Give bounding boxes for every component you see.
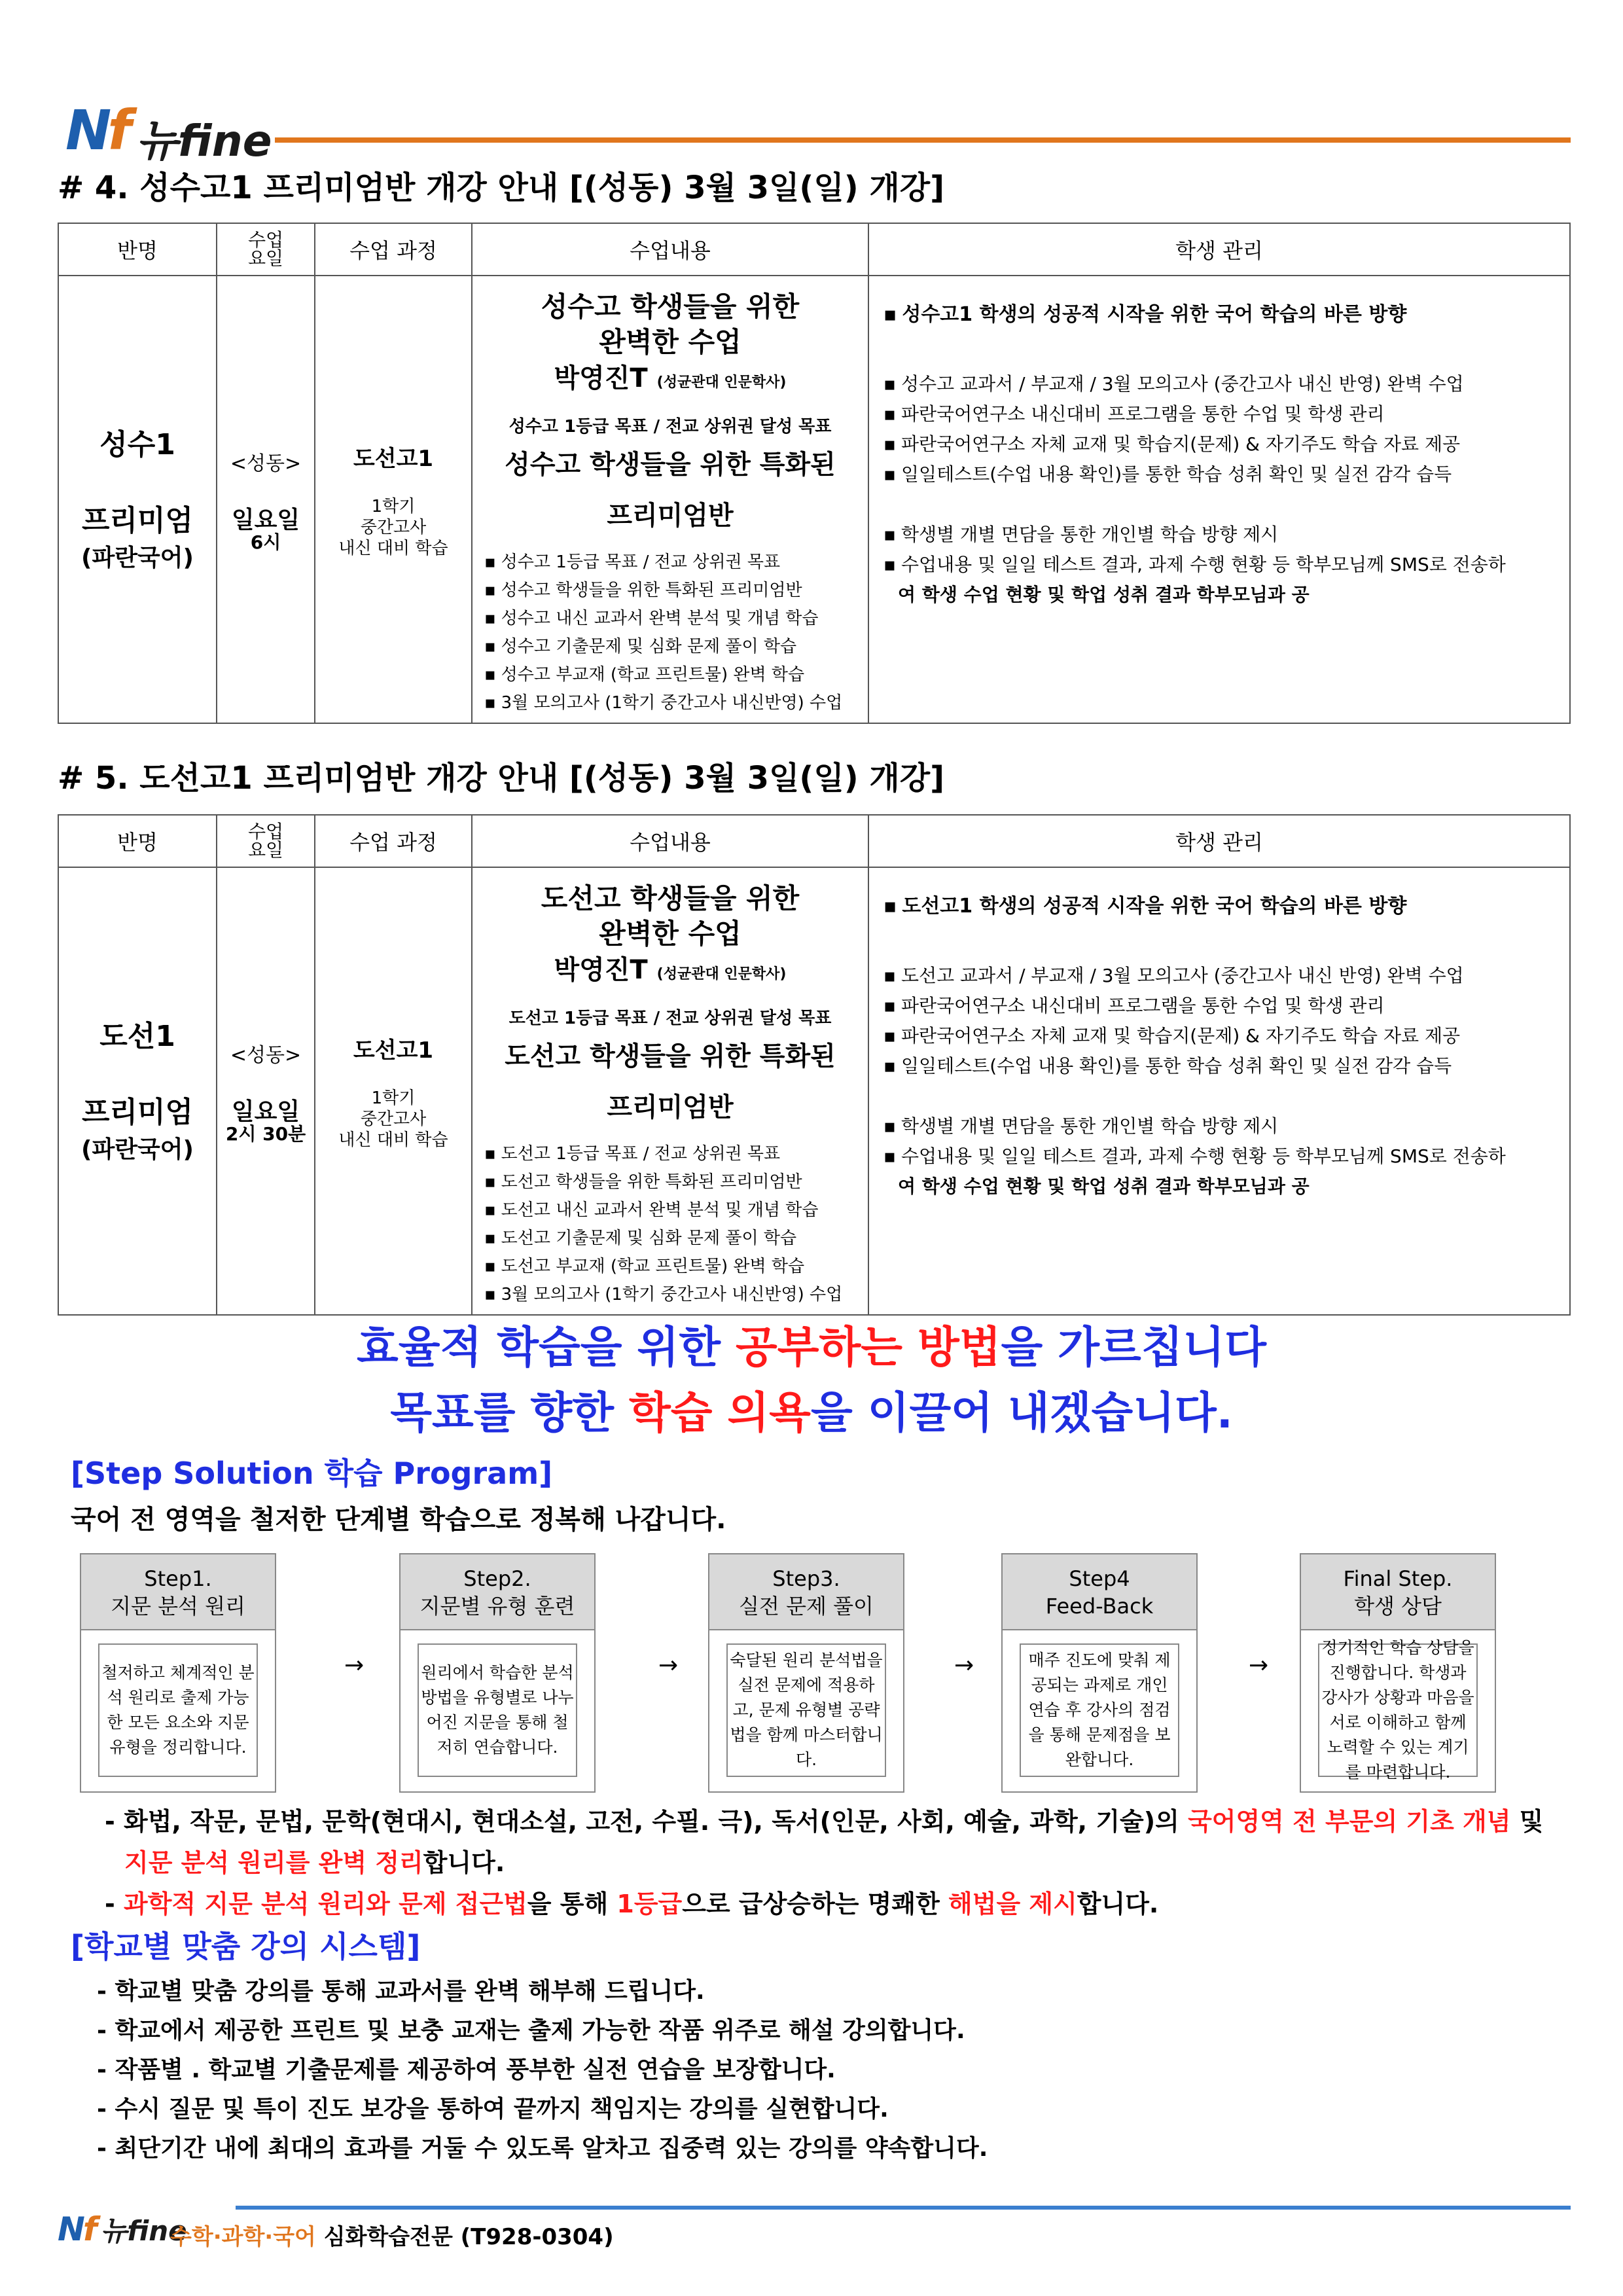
step-body: 매주 진도에 맞춰 제공되는 과제로 개인 연습 후 강사의 점검을 통해 문제점을 보완합니다. (1020, 1643, 1179, 1777)
header-mgmt: 학생 관리 (868, 815, 1570, 867)
step-card (1001, 1553, 1198, 1793)
step-header: Step3. 실전 문제 풀이 (709, 1554, 903, 1630)
list-item: - 최단기간 내에 최대의 효과를 거둘 수 있도록 알차고 집중력 있는 강의를 약속합니다. (97, 2135, 988, 2162)
list-item: ▪ 성수고 부교재 (학교 프린트물) 완벽 학습 (479, 661, 861, 689)
header-course: 수업 과정 (315, 815, 472, 867)
class-name-cell (58, 276, 217, 723)
class-day-cell (217, 867, 315, 1315)
mgmt-item: ▪ 학생별 개별 면담을 통한 개인별 학습 방향 제시 (883, 1111, 1561, 1141)
mgmt-continuation: 여 학생 수업 현황 및 학업 성취 결과 학부모님과 공 (898, 1175, 1310, 1197)
list-item: ▪ 도선고 내신 교과서 완벽 분석 및 개념 학습 (479, 1196, 861, 1225)
class-name-cell (58, 867, 217, 1315)
list-item: ▪ 도선고 부교재 (학교 프린트물) 완벽 학습 (479, 1253, 861, 1281)
header-divider (275, 137, 1571, 143)
content-heading: 성수고 학생들을 위한 (541, 291, 800, 323)
teacher: 박영진T (성균관대 인문학사) (554, 955, 787, 985)
footer-divider (236, 2206, 1571, 2210)
arrow-icon: → (658, 1652, 679, 1679)
time: 2시 30분 (225, 1123, 306, 1145)
school-system-title: [학교별 맞춤 강의 시스템] (71, 1929, 421, 1964)
footer-subjects: 수학·과학·국어 (170, 2224, 316, 2250)
section-title: # 4. 성수고1 프리미엄반 개강 안내 [(성동) 3월 3일(일) 개강] (58, 170, 945, 206)
footer-desc: 심화학습전문 (T928-0304) (315, 2224, 614, 2250)
step-program-title: [Step Solution 학습 Program] (71, 1456, 553, 1491)
class-name: 도선1 (99, 1019, 175, 1053)
step-program-subtitle: 국어 전 영역을 철저한 단계별 학습으로 정복해 나갑니다. (71, 1505, 726, 1535)
class-day-cell (217, 276, 315, 723)
header-day: 수업 요일 (217, 223, 315, 276)
content-heading: 도선고 학생들을 위한 (541, 882, 800, 914)
mgmt-item: ▪ 학생별 개별 면담을 통한 개인별 학습 방향 제시 (883, 520, 1561, 550)
header-content: 수업내용 (472, 223, 868, 276)
list-item: ▪ 성수고 학생들을 위한 특화된 프리미엄반 (479, 577, 861, 605)
content-cell (472, 276, 868, 723)
step-body: 정기적인 학습 상담을 진행합니다. 학생과 강사가 상황과 마음을 서로 이해하고 함께 노력할 수 있는 계기를 마련합니다. (1318, 1643, 1478, 1777)
course-cell (315, 867, 472, 1315)
step-header: Step1. 지문 분석 원리 (81, 1554, 275, 1630)
note-line: 지문 분석 원리를 완벽 정리합니다. (124, 1848, 505, 1877)
list-item: ▪ 도선고 학생들을 위한 특화된 프리미엄반 (479, 1168, 861, 1196)
list-item: ▪ 3월 모의고사 (1학기 중간고사 내신반영) 수업 (479, 689, 861, 717)
step-card (80, 1553, 276, 1793)
list-item: ▪ 도선고 1등급 목표 / 전교 상위권 목표 (479, 1140, 861, 1168)
step-card (399, 1553, 596, 1793)
mgmt-lead: ▪ 도선고1 학생의 성공적 시작을 위한 국어 학습의 바른 방향 (883, 891, 1561, 922)
mgmt-item: ▪ 파란국어연구소 자체 교재 및 학습지(문제) & 자기주도 학습 자료 제공 (883, 1021, 1561, 1051)
mgmt-item: ▪ 파란국어연구소 내신대비 프로그램을 통한 수업 및 학생 관리 (883, 991, 1561, 1021)
arrow-icon: → (1249, 1652, 1269, 1679)
mgmt-item: ▪ 수업내용 및 일일 테스트 결과, 과제 수행 현황 등 학부모님께 SMS로 전송하 (883, 550, 1561, 580)
brand-logo (65, 98, 281, 164)
content-bullets (479, 1140, 861, 1309)
class-table (58, 223, 1571, 724)
class-subject: (파란국어) (80, 1136, 194, 1163)
mgmt-item: ▪ 성수고 교과서 / 부교재 / 3월 모의고사 (중간고사 내신 반영) 완벽 수업 (883, 369, 1561, 399)
list-item: ▪ 성수고 1등급 목표 / 전교 상위권 목표 (479, 548, 861, 577)
mgmt-item: ▪ 일일테스트(수업 내용 확인)를 통한 학습 성취 확인 및 실전 감각 습득 (883, 459, 1561, 490)
step-card (1300, 1553, 1496, 1793)
course-name: 도선고1 (353, 1037, 434, 1064)
header-class: 반명 (58, 223, 217, 276)
day: 일요일 (231, 1098, 300, 1125)
slogan-line-1: 효율적 학습을 위한 공부하는 방법을 가르칩니다 (356, 1322, 1266, 1372)
arrow-icon: → (954, 1652, 974, 1679)
content-heading: 완벽한 수업 (599, 918, 741, 950)
mgmt-cell (868, 276, 1570, 723)
mgmt-item: ▪ 파란국어연구소 내신대비 프로그램을 통한 수업 및 학생 관리 (883, 399, 1561, 429)
header-course: 수업 과정 (315, 223, 472, 276)
header-mgmt: 학생 관리 (868, 223, 1570, 276)
teacher: 박영진T (성균관대 인문학사) (554, 363, 787, 393)
course-cell (315, 276, 472, 723)
mgmt-lead: ▪ 성수고1 학생의 성공적 시작을 위한 국어 학습의 바른 방향 (883, 300, 1561, 330)
footer-logo: Nf 뉴fine (58, 2210, 187, 2248)
goal: 도선고 1등급 목표 / 전교 상위권 달성 목표 (508, 1009, 832, 1028)
day: 일요일 (231, 507, 300, 533)
slogan-line-2: 목표를 향한 학습 의욕을 이끌어 내겠습니다. (390, 1388, 1233, 1438)
content-cell (472, 867, 868, 1315)
mgmt-item: ▪ 파란국어연구소 자체 교재 및 학습지(문제) & 자기주도 학습 자료 제공 (883, 429, 1561, 459)
content-bullets (479, 548, 861, 717)
course-line: 중간고사 (360, 517, 427, 537)
step-body: 철저하고 체계적인 분석 원리로 출제 가능한 모든 요소와 지문 유형을 정리합니다. (98, 1643, 258, 1777)
step-body: 원리에서 학습한 분석 방법을 유형별로 나누어진 지문을 통해 철저히 연습합니다. (418, 1643, 577, 1777)
note-line: - 화법, 작문, 문법, 문학(현대시, 현대소설, 고전, 수필. 극), 독서(인문, 사회, 예술, 과학, 기술)의 국어영역 전 부문의 기초 개념 및 (105, 1807, 1544, 1836)
class-name: 성수1 (99, 427, 175, 461)
list-item: ▪ 도선고 기출문제 및 심화 문제 풀이 학습 (479, 1225, 861, 1253)
header-content: 수업내용 (472, 815, 868, 867)
list-item: ▪ 성수고 내신 교과서 완벽 분석 및 개념 학습 (479, 605, 861, 633)
course-name: 도선고1 (353, 445, 434, 472)
location: <성동> (230, 452, 302, 475)
course-line: 내신 대비 학습 (338, 538, 448, 558)
step-header: Step2. 지문별 유형 훈련 (401, 1554, 594, 1630)
course-line: 중간고사 (360, 1109, 427, 1129)
header-class: 반명 (58, 815, 217, 867)
step-card (708, 1553, 904, 1793)
class-table (58, 814, 1571, 1316)
content-heading: 완벽한 수업 (599, 326, 741, 358)
header-day: 수업 요일 (217, 815, 315, 867)
class-sub: 프리미엄 (81, 503, 193, 537)
step-body: 숙달된 원리 분석법을 실전 문제에 적용하고, 문제 유형별 공략법을 함께 마스터합니다. (726, 1643, 886, 1777)
goal: 성수고 1등급 목표 / 전교 상위권 달성 목표 (508, 417, 832, 437)
mgmt-cell (868, 867, 1570, 1315)
special-line: 도선고 학생들을 위한 특화된 (505, 1041, 836, 1071)
mgmt-item: ▪ 도선고 교과서 / 부교재 / 3월 모의고사 (중간고사 내신 반영) 완벽 수업 (883, 961, 1561, 991)
step-header: Step4 Feed-Back (1003, 1554, 1196, 1630)
mgmt-continuation: 여 학생 수업 현황 및 학업 성취 결과 학부모님과 공 (898, 584, 1310, 605)
table-row (58, 867, 1570, 1315)
logo-text: 뉴fine (136, 116, 272, 166)
special-line: 프리미엄반 (607, 501, 734, 531)
special-line: 성수고 학생들을 위한 특화된 (505, 450, 836, 480)
class-sub: 프리미엄 (81, 1095, 193, 1129)
class-subject: (파란국어) (80, 544, 194, 571)
footer-text (170, 2219, 614, 2251)
arrow-icon: → (344, 1652, 365, 1679)
time: 6시 (250, 531, 281, 553)
table-header-row (58, 223, 1570, 276)
location: <성동> (230, 1044, 302, 1067)
list-item: - 학교별 맞춤 강의를 통해 교과서를 완벽 해부해 드립니다. (97, 1978, 705, 2005)
course-line: 1학기 (371, 496, 416, 516)
mgmt-item: ▪ 수업내용 및 일일 테스트 결과, 과제 수행 현황 등 학부모님께 SMS로 전송하 (883, 1141, 1561, 1172)
table-row (58, 276, 1570, 723)
mgmt-item: ▪ 일일테스트(수업 내용 확인)를 통한 학습 성취 확인 및 실전 감각 습득 (883, 1051, 1561, 1081)
list-item: ▪ 성수고 기출문제 및 심화 문제 풀이 학습 (479, 633, 861, 661)
note-line: - 과학적 지문 분석 원리와 문제 접근법을 통해 1등급으로 급상승하는 명쾌한 해법을 제시합니다. (105, 1890, 1159, 1918)
table-header-row (58, 815, 1570, 867)
list-item: - 학교에서 제공한 프린트 및 보충 교재는 출제 가능한 작품 위주로 해설 강의합니다. (97, 2017, 965, 2044)
list-item: - 작품별 . 학교별 기출문제를 제공하여 풍부한 실전 연습을 보장합니다. (97, 2056, 836, 2083)
course-line: 내신 대비 학습 (338, 1130, 448, 1150)
list-item: - 수시 질문 및 특이 진도 보강을 통하여 끝까지 책임지는 강의를 실현합니다. (97, 2096, 889, 2123)
step-header: Final Step. 학생 상담 (1301, 1554, 1495, 1630)
list-item: ▪ 3월 모의고사 (1학기 중간고사 내신반영) 수업 (479, 1281, 861, 1309)
course-line: 1학기 (371, 1088, 416, 1108)
section-title: # 5. 도선고1 프리미엄반 개강 안내 [(성동) 3월 3일(일) 개강] (58, 760, 945, 797)
special-line: 프리미엄반 (607, 1092, 734, 1122)
logo-mark: Nf (65, 98, 128, 162)
